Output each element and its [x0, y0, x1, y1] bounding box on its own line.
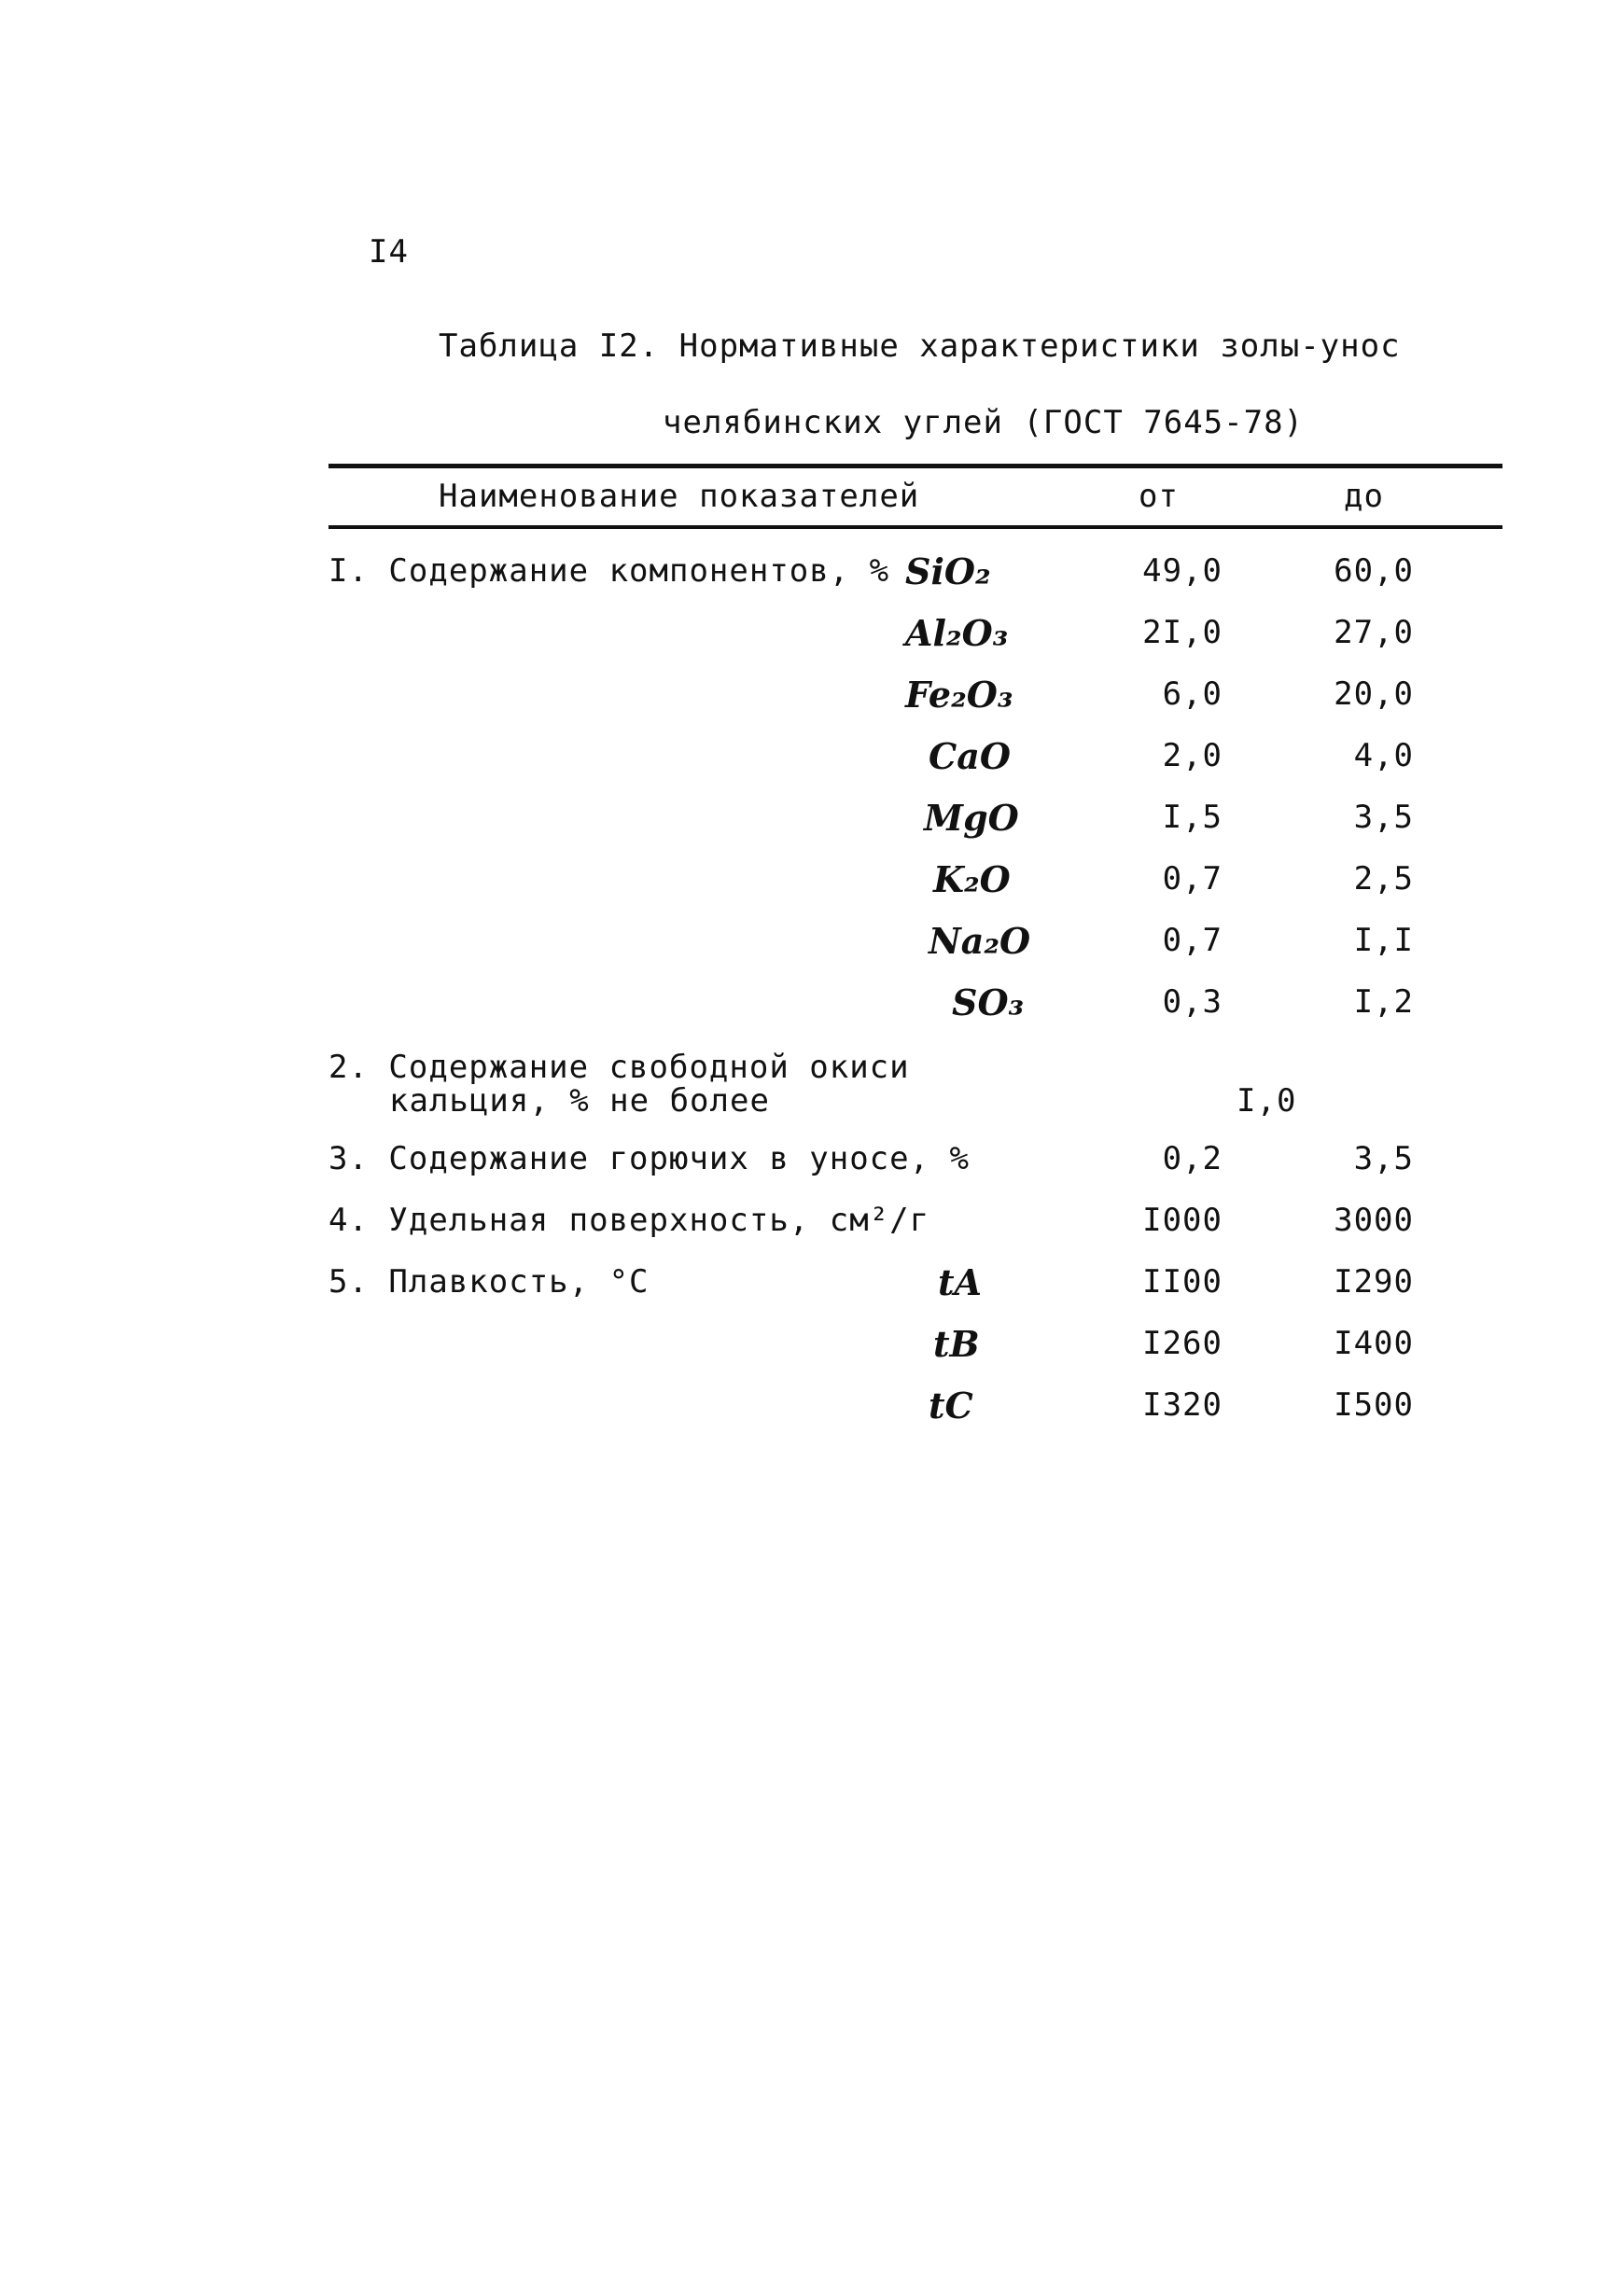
row-label: 5. Плавкость, °С	[328, 1263, 650, 1301]
header-from: от	[1139, 478, 1179, 515]
value-from: I,5	[1162, 799, 1223, 836]
value-from: 0,7	[1162, 922, 1223, 959]
component-formula: Na₂O	[929, 920, 1031, 962]
row-label: I. Содержание компонентов, %	[328, 552, 890, 590]
value-from: 49,0	[1142, 552, 1223, 590]
value-to: 20,0	[1334, 675, 1414, 713]
value-to: I,I	[1353, 922, 1414, 959]
row-label: 4. Удельная поверхность, см²/г	[328, 1202, 930, 1239]
header-name: Наименование показателей	[439, 478, 920, 515]
value-max: I,0	[1237, 1082, 1297, 1120]
table-row	[0, 675, 1621, 737]
value-from: 2I,0	[1142, 614, 1223, 651]
table-row	[0, 1049, 1621, 1138]
value-from: I260	[1142, 1325, 1223, 1362]
table-row	[0, 552, 1621, 614]
value-from: I320	[1142, 1386, 1223, 1424]
value-to: 2,5	[1353, 860, 1414, 898]
value-to: I290	[1334, 1263, 1414, 1301]
table-row	[0, 983, 1621, 1045]
value-from: 2,0	[1162, 737, 1223, 774]
value-to: I500	[1334, 1386, 1414, 1424]
component-formula: Fe₂O₃	[905, 674, 1013, 716]
value-to: 3,5	[1353, 1140, 1414, 1177]
temperature-symbol: tC	[929, 1385, 973, 1426]
value-from: I000	[1142, 1202, 1223, 1239]
row-label-line-1: 2. Содержание свободной окиси	[328, 1049, 910, 1086]
page-number: I4	[369, 233, 409, 271]
value-from: 0,2	[1162, 1140, 1223, 1177]
table-caption	[439, 308, 1401, 461]
table-row	[0, 922, 1621, 983]
table-top-rule	[328, 464, 1502, 468]
table-row	[0, 1325, 1621, 1386]
table-row	[0, 614, 1621, 675]
component-formula: CaO	[929, 735, 1011, 777]
table-row	[0, 737, 1621, 799]
table-row	[0, 1386, 1621, 1448]
table-row	[0, 1140, 1621, 1202]
table-row	[0, 1202, 1621, 1263]
table-row	[0, 799, 1621, 860]
value-to: I,2	[1353, 983, 1414, 1021]
value-from: II00	[1142, 1263, 1223, 1301]
temperature-symbol: tB	[933, 1323, 980, 1365]
value-from: 6,0	[1162, 675, 1223, 713]
component-formula: K₂O	[933, 858, 1011, 900]
value-to: 4,0	[1353, 737, 1414, 774]
caption-line-2: челябинских углей (ГОСТ 7645-78)	[663, 404, 1305, 441]
value-from: 0,7	[1162, 860, 1223, 898]
table-header-rule	[328, 525, 1502, 529]
row-label: 3. Содержание горючих в уносе, %	[328, 1140, 971, 1177]
value-from: 0,3	[1162, 983, 1223, 1021]
row-label	[328, 1051, 910, 1118]
caption-line-1: Таблица I2. Нормативные характеристики золы-унос	[439, 327, 1401, 365]
temperature-symbol: tA	[938, 1261, 983, 1303]
component-formula: SiO₂	[905, 550, 991, 592]
value-to: 60,0	[1334, 552, 1414, 590]
component-formula: SO₃	[952, 981, 1025, 1023]
value-to: 3000	[1334, 1202, 1414, 1239]
component-formula: Al₂O₃	[905, 612, 1009, 654]
component-formula: MgO	[924, 797, 1019, 839]
table-row	[0, 860, 1621, 922]
row-label-line-2: кальция, % не более	[389, 1082, 770, 1120]
header-to: до	[1344, 478, 1384, 515]
value-to: 27,0	[1334, 614, 1414, 651]
value-to: 3,5	[1353, 799, 1414, 836]
table-row	[0, 1263, 1621, 1325]
value-to: I400	[1334, 1325, 1414, 1362]
